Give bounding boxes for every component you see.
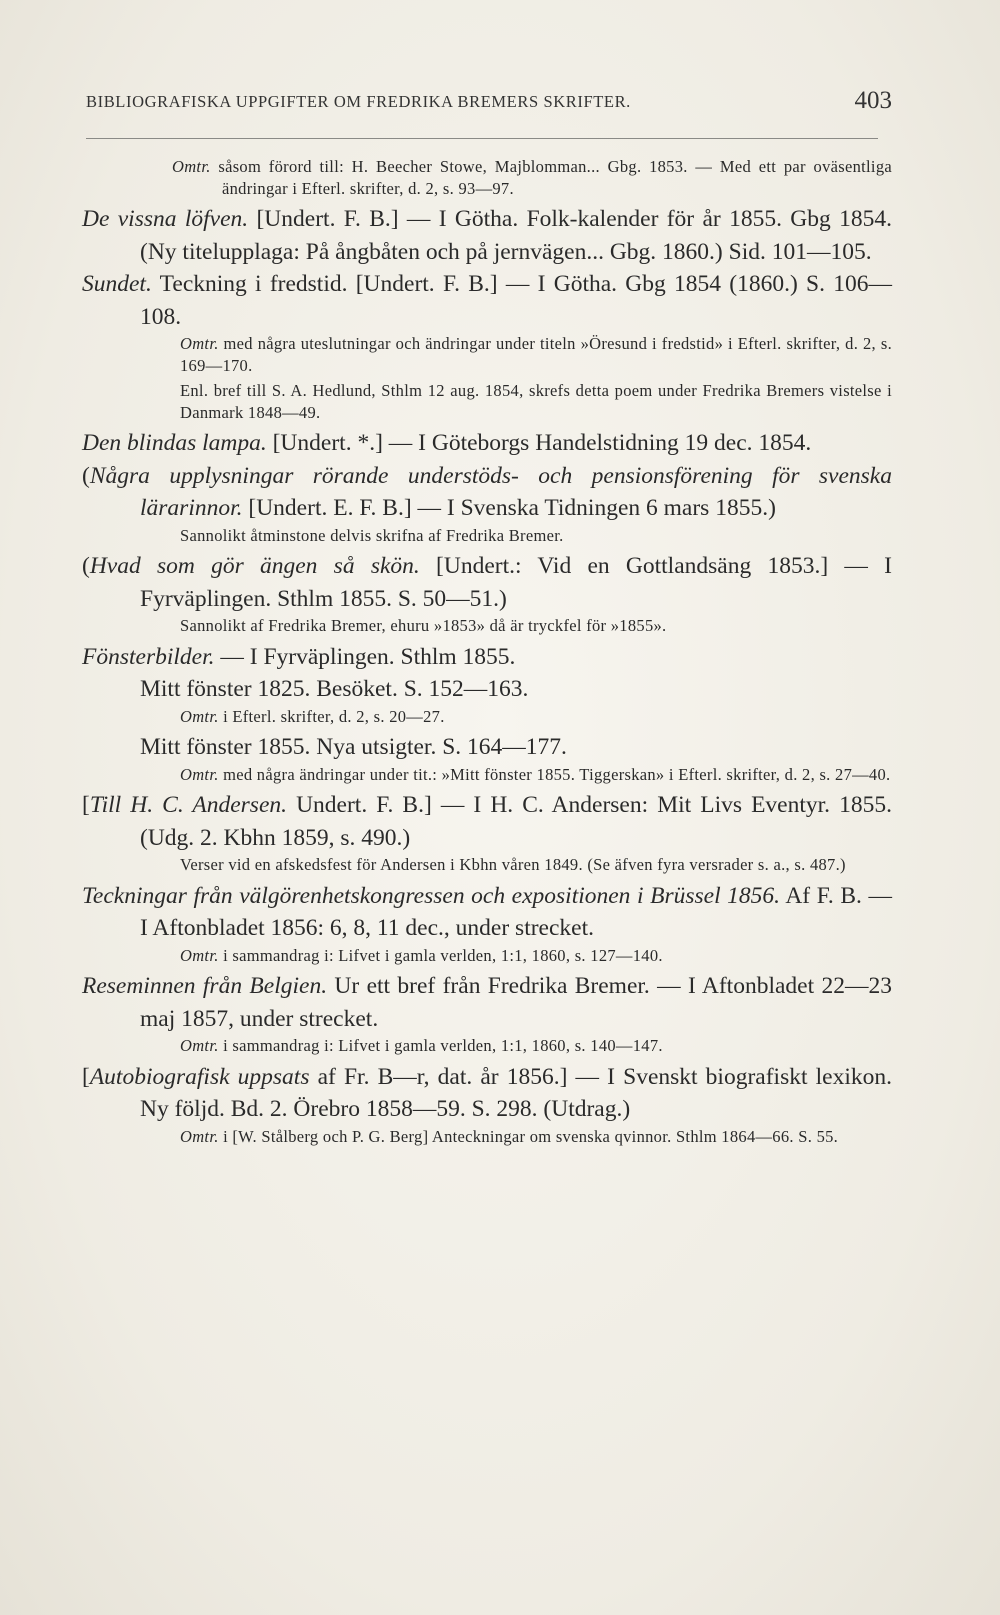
bibliography-entry (82, 268, 892, 333)
note-label: Omtr. (180, 334, 219, 353)
note-text: i [W. Stålberg och P. G. Berg] Anteckningar om svenska qvinnor. Sthlm 1864—66. S. 55. (218, 1126, 839, 1146)
running-title: BIBLIOGRAFISKA UPPGIFTER OM FREDRIKA BREMERS SKRIFTER. (86, 92, 631, 111)
note-text: med några uteslutningar och ändringar under titeln »Öresund i fredstid» i Efterl. skrifter, d. 2, s. 169—170. (180, 334, 892, 375)
bibliography-body (82, 156, 892, 1151)
page-number: 403 (854, 87, 892, 114)
bibliography-entry (82, 880, 892, 945)
note-text: Verser vid en afskedsfest för Andersen i Kbhn våren 1849. (Se äfven fyra versrader s. a., s. 487.) (180, 855, 846, 874)
note (82, 706, 892, 728)
sub-entry (82, 731, 892, 764)
note-text: Enl. bref till S. A. Hedlund, Sthlm 12 aug. 1854, skrefs detta poem under Fredrika Bremers vistelse i Danmark 1848—49. (180, 381, 892, 422)
note-text: i sammandrag i: Lifvet i gamla verlden, 1:1, 1860, s. 140—147. (218, 1036, 663, 1055)
entry-title: De vissna löfven. (82, 206, 249, 232)
note-text: Sannolikt af Fredrika Bremer, ehuru »1853» då är tryckfel för »1855». (180, 616, 667, 635)
header-rule (86, 138, 878, 139)
note (82, 156, 892, 199)
note (82, 1126, 892, 1148)
note-text: med några ändringar under tit.: »Mitt fönster 1855. Tiggerskan» i Efterl. skrifter, d. 2, s. 27—40. (218, 764, 891, 784)
bibliography-entry (82, 203, 892, 268)
entry-text: — I Fyrväplingen. Sthlm 1855. (214, 643, 516, 670)
bibliography-entry (82, 1061, 892, 1126)
sub-entry (82, 673, 892, 706)
bibliography-entry (82, 460, 892, 525)
entry-text: [Undert. *.] — I Göteborgs Handelstidning 19 dec. 1854. (266, 430, 812, 456)
entry-text: [Undert. F. B.] — I Götha. Folk-kalender för år 1855. Gbg 1854. (Ny titelupplaga: På ångbåten och på jernvägen... Gbg. 1860.) Sid. 101—105. (140, 206, 892, 265)
note-text: såsom förord till: H. Beecher Stowe, Majblomman... Gbg. 1853. — Med ett par oväsentliga ändringar i Efterl. skrifter, d. 2, s. 93—97. (210, 157, 892, 198)
note (82, 854, 892, 876)
note (82, 764, 892, 786)
bibliography-entry (82, 550, 892, 615)
entry-title: Teckningar från välgörenhetskongressen och expositionen i Brüssel 1856. (82, 882, 781, 909)
note-label: Omtr. (180, 1126, 219, 1146)
entry-title: Fönsterbilder. (82, 643, 215, 670)
running-header (86, 87, 892, 114)
entry-prefix: [ (82, 792, 90, 818)
note-label: Omtr. (180, 706, 219, 726)
note (82, 525, 892, 547)
note (82, 945, 892, 967)
entry-text: Af F. B. — I Aftonbladet 1856: 6, 8, 11 dec., under strecket. (140, 882, 892, 941)
sub-entry-text: Mitt fönster 1825. Besöket. S. 152—163. (140, 676, 529, 702)
note (82, 1035, 892, 1057)
entry-title: Autobiografisk uppsats (89, 1063, 310, 1090)
note-text: i sammandrag i: Lifvet i gamla verlden, 1:1, 1860, s. 127—140. (218, 945, 663, 965)
note-label: Omtr. (180, 1036, 219, 1055)
entry-text: Undert. F. B.] — I H. C. Andersen: Mit Livs Eventyr. 1855. (Udg. 2. Kbhn 1859, s. 490.) (140, 792, 892, 851)
bibliography-entry (82, 427, 892, 460)
entry-prefix: [ (82, 1063, 90, 1090)
entry-text: af Fr. B—r, dat. år 1856.] — I Svenskt biografiskt lexikon. Ny följd. Bd. 2. Örebro 1858—59. S. 298. (Utdrag.) (140, 1063, 892, 1122)
entry-text: Teckning i fredstid. [Undert. F. B.] — I Götha. Gbg 1854 (1860.) S. 106—108. (140, 271, 892, 330)
entry-title: Den blindas lampa. (82, 430, 267, 456)
entry-title: Till H. C. Andersen. (89, 792, 287, 818)
entry-text: [Undert.: Vid en Gottlandsäng 1853.] — I Fyrväplingen. Sthlm 1855. S. 50—51.) (140, 553, 892, 612)
entry-title: Hvad som gör ängen så skön. (89, 553, 420, 579)
note (82, 333, 892, 376)
note-label: Omtr. (180, 945, 219, 965)
entry-text: [Undert. E. F. B.] — I Svenska Tidningen 6 mars 1855.) (242, 495, 776, 521)
entry-title: Några upplysningar rörande understöds- och pensionsförening för svenska lärarinnor. (89, 462, 892, 521)
bibliography-entry (82, 789, 892, 854)
entry-prefix: ( (82, 553, 90, 579)
bibliography-entry (82, 970, 892, 1035)
sub-entry-text: Mitt fönster 1855. Nya utsigter. S. 164—177. (140, 734, 567, 760)
entry-title: Reseminnen från Belgien. (82, 973, 328, 999)
note (82, 615, 892, 637)
note-text: Sannolikt åtminstone delvis skrifna af Fredrika Bremer. (180, 525, 564, 545)
entry-prefix: ( (82, 462, 90, 489)
note-label: Omtr. (180, 764, 219, 784)
bibliography-entry (82, 641, 892, 674)
note-label: Omtr. (172, 157, 211, 176)
note-text: i Efterl. skrifter, d. 2, s. 20—27. (218, 706, 445, 726)
note (82, 380, 892, 423)
entry-text: Ur ett bref från Fredrika Bremer. — I Aftonbladet 22—23 maj 1857, under strecket. (140, 973, 892, 1032)
entry-title: Sundet. (82, 271, 152, 297)
